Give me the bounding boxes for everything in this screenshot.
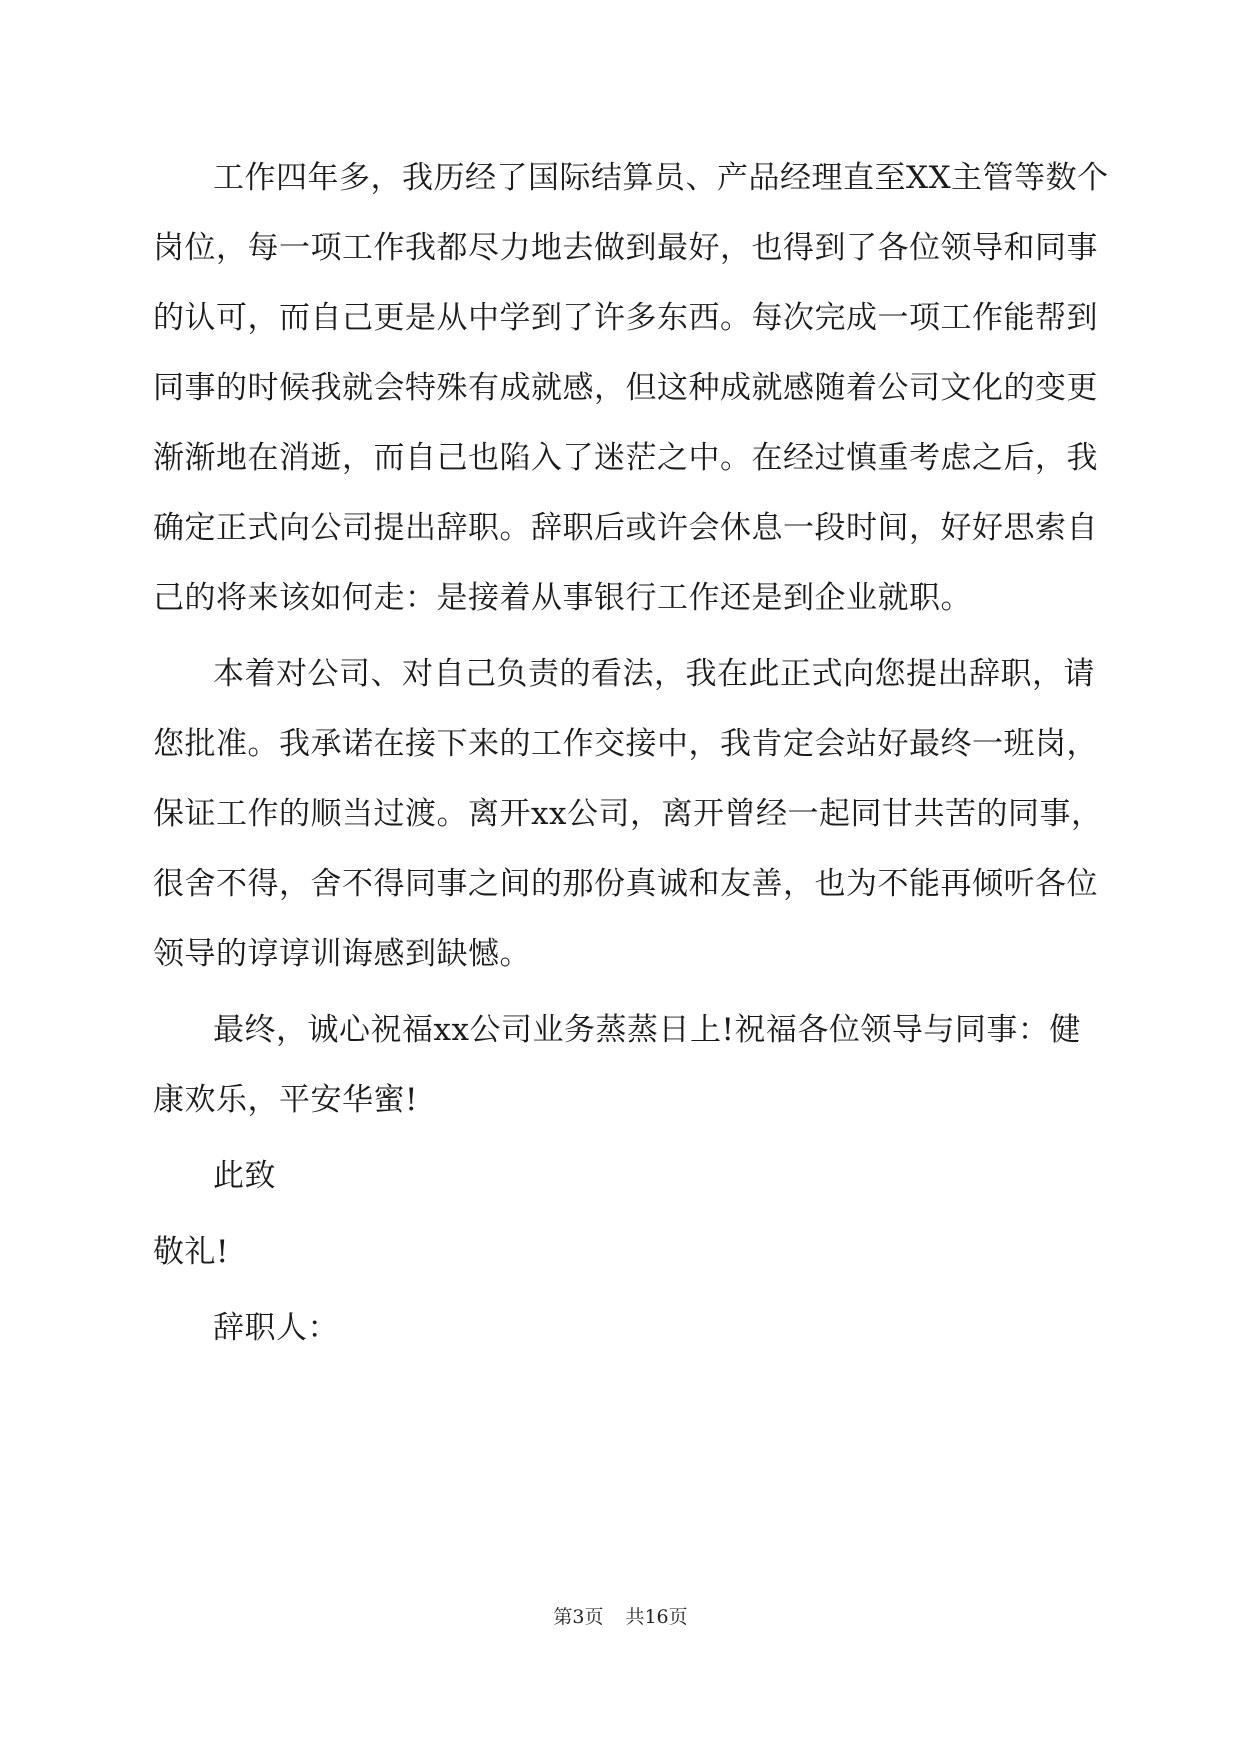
paragraph-2-line-1: 本着对公司、对自己负责的看法，我在此正式向您提出辞职，请 <box>213 656 1095 692</box>
paragraph-2-line-4: 很舍不得，舍不得同事之间的那份真诚和友善，也为不能再倾听各位 <box>153 866 1098 902</box>
paragraph-1-line-2: 岗位，每一项工作我都尽力地去做到最好，也得到了各位领导和同事 <box>153 230 1098 266</box>
paragraph-2-line-5: 领导的谆谆训诲感到缺憾。 <box>153 936 531 972</box>
page-total: 共16页 <box>625 1606 688 1628</box>
paragraph-2-line-2: 您批准。我承诺在接下来的工作交接中，我肯定会站好最终一班岗， <box>153 726 1098 762</box>
paragraph-1-line-3: 的认可，而自己更是从中学到了许多东西。每次完成一项工作能帮到 <box>153 300 1098 336</box>
paragraph-1-line-4: 同事的时候我就会特殊有成就感，但这种成就感随着公司文化的变更 <box>153 370 1098 406</box>
paragraph-3-line-1: 最终，诚心祝福xx公司业务蒸蒸日上!祝福各位领导与同事：健 <box>213 1012 1081 1048</box>
page-number: 第3页 <box>553 1606 604 1628</box>
paragraph-1-line-5: 渐渐地在消逝，而自己也陷入了迷茫之中。在经过慎重考虑之后，我 <box>153 440 1098 476</box>
paragraph-1-line-1: 工作四年多，我历经了国际结算员、产品经理直至XX主管等数个 <box>213 160 1109 196</box>
paragraph-1-line-6: 确定正式向公司提出辞职。辞职后或许会休息一段时间，好好思索自 <box>153 510 1098 546</box>
paragraph-1-line-7: 己的将来该如何走：是接着从事银行工作还是到企业就职。 <box>153 580 972 616</box>
page-footer <box>0 1605 1241 1629</box>
closing-regards: 敬礼! <box>153 1234 229 1270</box>
closing-salutation: 此致 <box>213 1158 276 1194</box>
paragraph-2-line-3: 保证工作的顺当过渡。离开xx公司，离开曾经一起同甘共苦的同事， <box>153 796 1103 832</box>
signature-label: 辞职人： <box>213 1310 339 1346</box>
paragraph-3-line-2: 康欢乐，平安华蜜! <box>153 1082 418 1118</box>
